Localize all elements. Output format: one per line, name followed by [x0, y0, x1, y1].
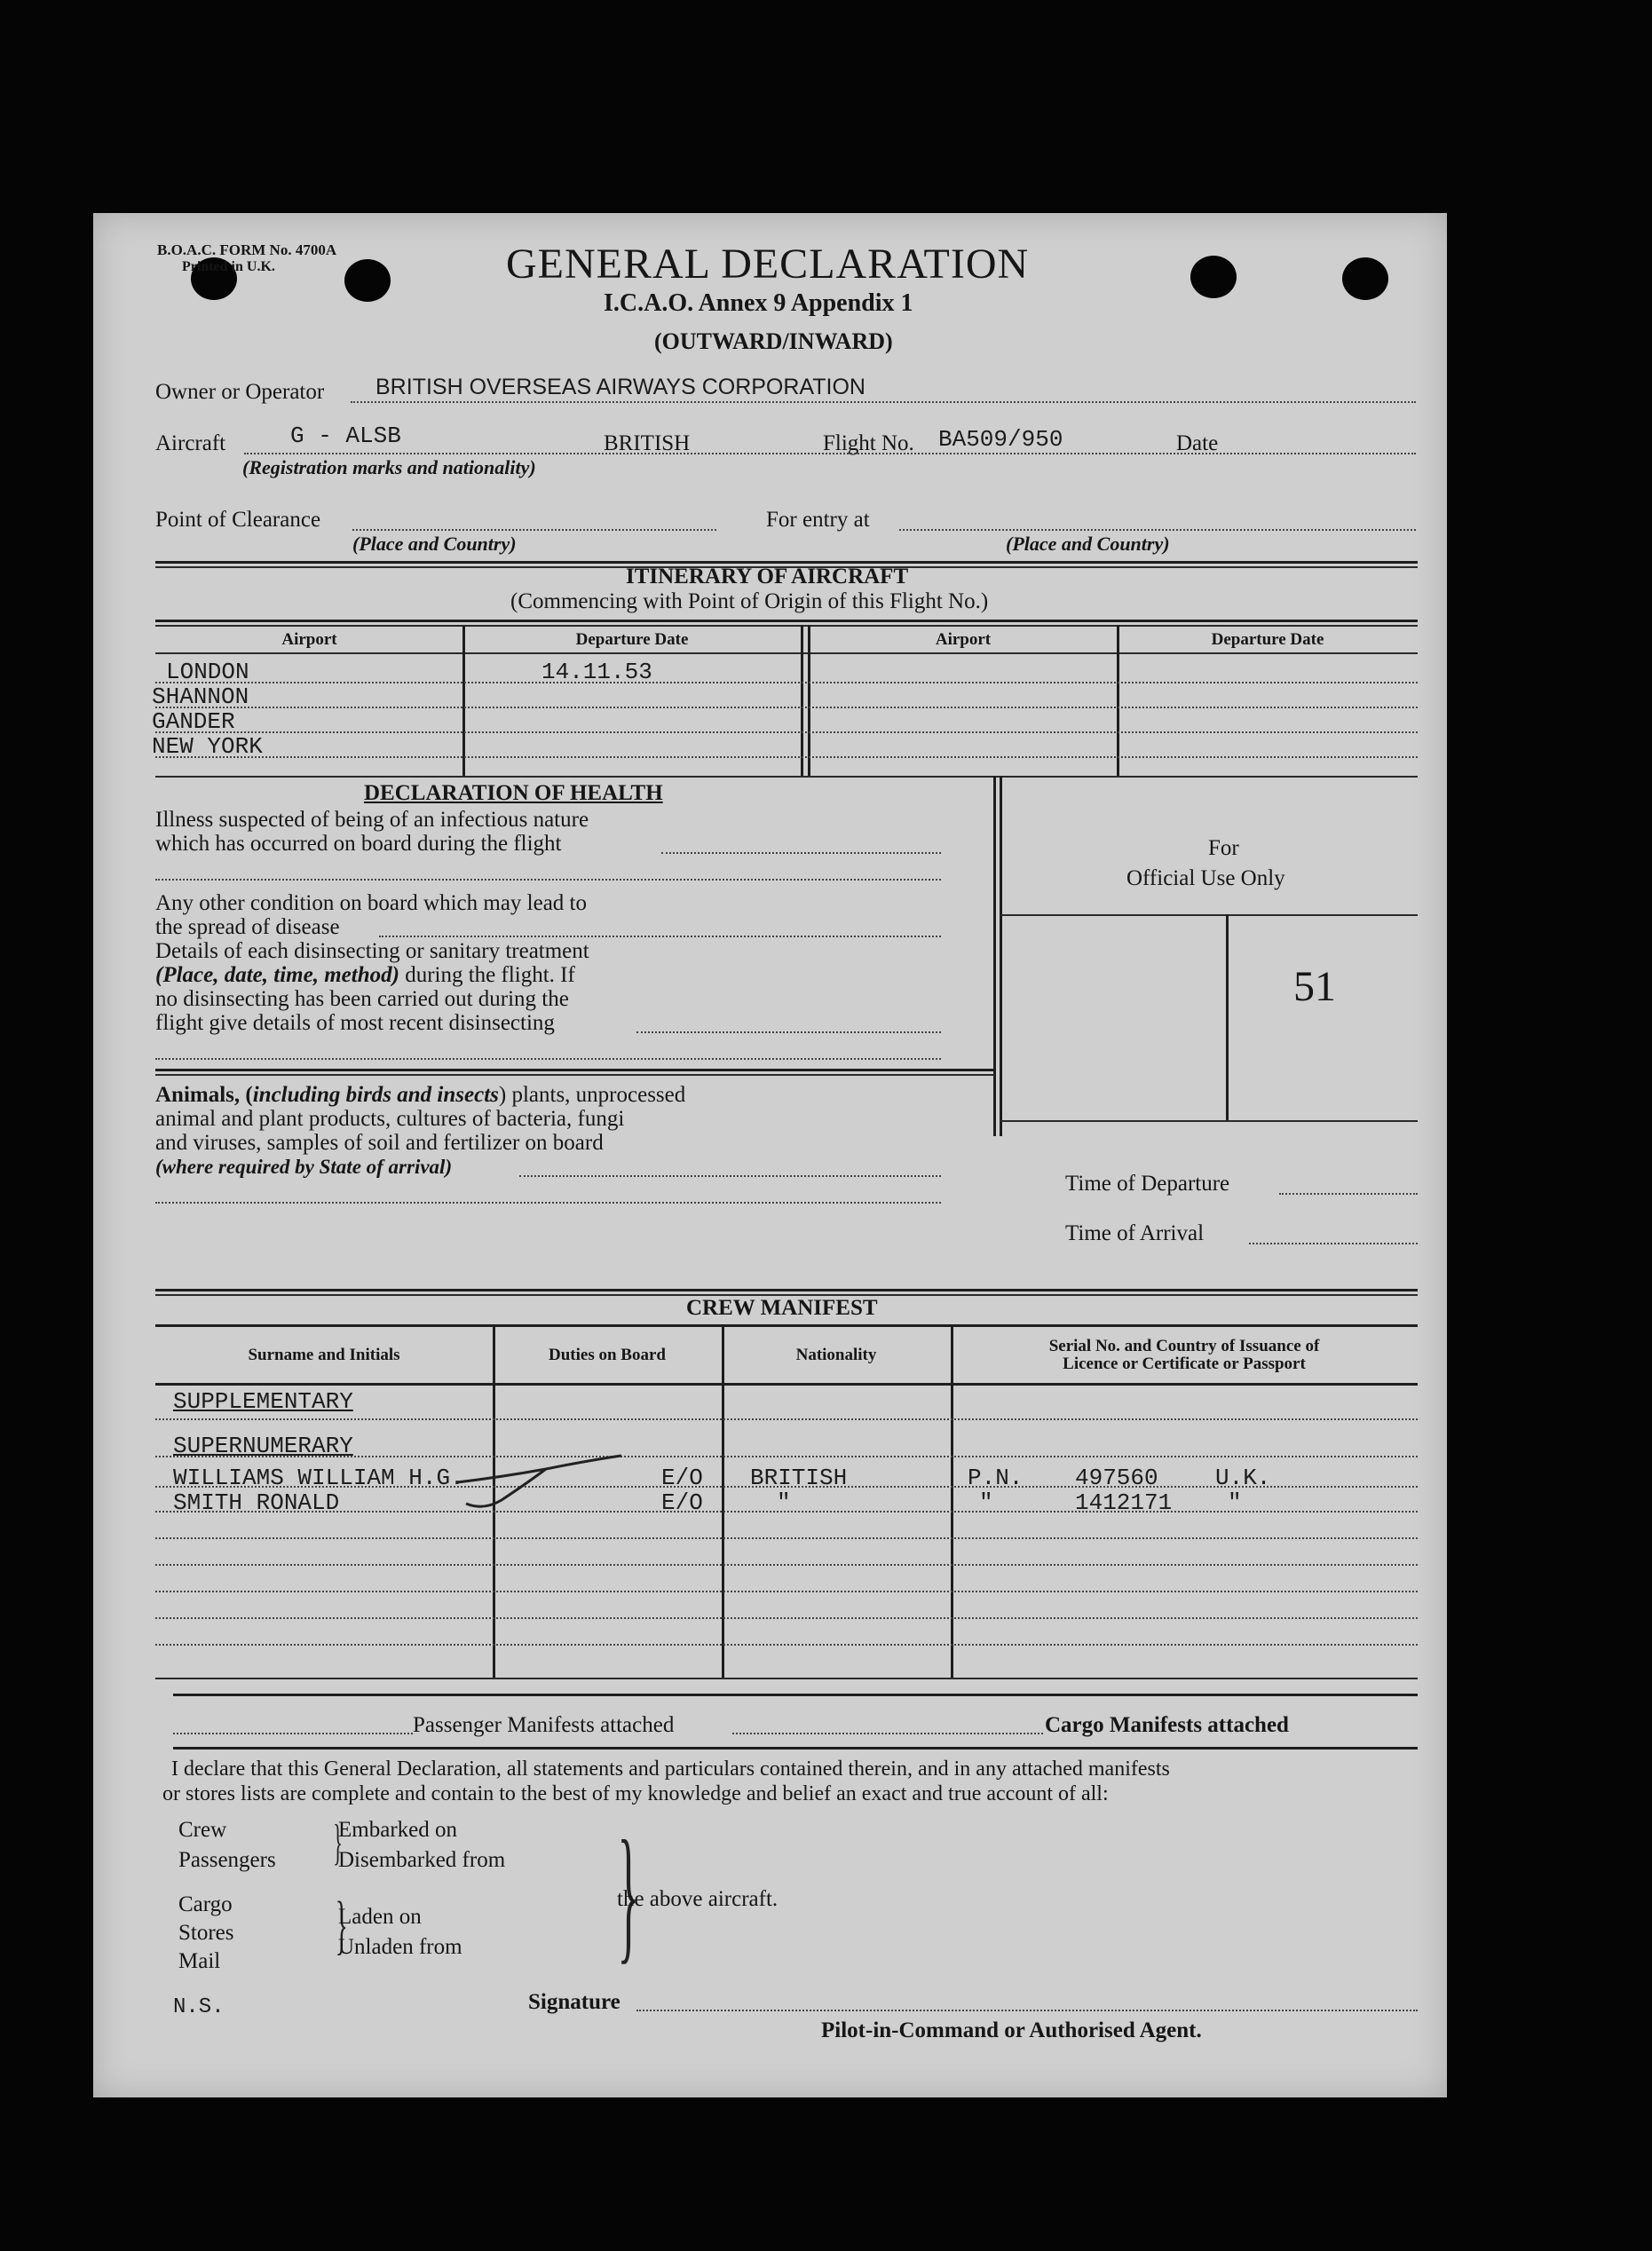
col-airport-2: Airport	[935, 630, 992, 649]
official-bottom-rule	[1000, 1120, 1418, 1122]
health-treat-line-3: no disinsecting has been carried out during the	[155, 987, 569, 1011]
animals-dotted-line	[519, 1175, 941, 1177]
decl-cargo: Cargo	[178, 1892, 233, 1916]
brace-left-2: }	[335, 1889, 348, 1962]
signature-label: Signature	[528, 1990, 620, 2014]
itinerary-airport: SHANNON	[152, 683, 249, 710]
declaration-line-2: or stores lists are complete and contain to the best of my knowledge and belief an exact and true account of all:	[162, 1782, 1109, 1805]
decl-stores: Stores	[178, 1921, 234, 1945]
decl-passengers: Passengers	[178, 1848, 276, 1872]
registration-value: G - ALSB	[290, 423, 401, 449]
itinerary-airport: NEW YORK	[152, 733, 263, 760]
col-departure-date-2: Departure Date	[1211, 630, 1324, 649]
departure-dotted-line	[1279, 1193, 1418, 1195]
crew-serial-prefix: P.N.	[968, 1465, 1024, 1491]
form-subtitle: I.C.A.O. Annex 9 Appendix 1	[604, 289, 913, 317]
crew-row-line	[155, 1644, 1418, 1646]
printed-note: Printed in U.K.	[182, 259, 275, 274]
brace-left-1: }	[333, 1815, 343, 1870]
decl-disembarked: Disembarked from	[338, 1848, 506, 1872]
crew-row-line	[155, 1617, 1418, 1619]
decl-mail: Mail	[178, 1949, 221, 1973]
owner-dotted-line	[351, 401, 1416, 403]
treat-plain: during the flight. If	[405, 963, 575, 987]
health-right-border	[993, 776, 996, 1136]
crew-col-divider	[951, 1324, 953, 1679]
official-for: For	[1208, 836, 1239, 860]
col-serial-2: Licence or Certificate or Passport	[1063, 1355, 1306, 1373]
itinerary-col-divider	[808, 625, 810, 776]
flight-value: BA509/950	[938, 426, 1063, 453]
itinerary-row-line	[155, 707, 1418, 708]
health-illness-line-2: which has occurred on board during the flight	[155, 832, 562, 856]
official-number: 51	[1293, 963, 1336, 1010]
crew-row-line	[155, 1418, 1418, 1420]
itinerary-row-line	[155, 731, 1418, 733]
owner-label: Owner or Operator	[155, 380, 325, 404]
crew-supplementary: SUPPLEMENTARY	[173, 1388, 353, 1415]
animals-line-1	[155, 1083, 685, 1108]
crew-country: U.K.	[1215, 1465, 1271, 1491]
animals-dotted-line-2	[155, 1202, 941, 1204]
crew-row-line	[155, 1537, 1418, 1539]
crew-nationality: BRITISH	[750, 1465, 848, 1491]
crew-top-rule	[155, 1289, 1418, 1291]
nationality-value: BRITISH	[604, 431, 691, 455]
itinerary-row-line	[155, 682, 1418, 683]
official-use-label: Official Use Only	[1126, 866, 1285, 890]
col-airport-1: Airport	[281, 630, 337, 649]
punch-hole	[344, 259, 391, 302]
aircraft-label: Aircraft	[155, 431, 226, 455]
itinerary-header-rule-2	[155, 625, 1418, 627]
clearance-place-note: (Place and Country)	[352, 533, 517, 555]
form-number: B.O.A.C. FORM No. 4700A	[157, 241, 337, 258]
health-mid-rule	[155, 1069, 994, 1071]
col-duties: Duties on Board	[549, 1346, 666, 1364]
other-dotted-line	[379, 936, 941, 937]
animals-line-4: (where required by State of arrival)	[155, 1156, 453, 1178]
col-surname: Surname and Initials	[248, 1346, 400, 1364]
decl-embarked: Embarked on	[338, 1818, 457, 1842]
health-mid-rule-2	[155, 1074, 994, 1076]
official-header-rule	[1000, 914, 1418, 916]
health-illness-line-1: Illness suspected of being of an infectious nature	[155, 808, 589, 832]
health-treat-line-2	[155, 963, 575, 988]
time-of-arrival-label: Time of Arrival	[1065, 1221, 1205, 1245]
crew-bottom-rule	[155, 1678, 1418, 1679]
decl-unladen: Unladen from	[338, 1935, 462, 1959]
crew-title: CREW MANIFEST	[686, 1296, 878, 1320]
declaration-line-1: I declare that this General Declaration, all statements and particulars contained therein, and in any attached manifests	[171, 1757, 1170, 1781]
aircraft-dotted-line	[244, 453, 1416, 454]
crew-row-line	[155, 1564, 1418, 1566]
col-departure-date-1: Departure Date	[575, 630, 689, 649]
crew-serial: 497560	[1075, 1465, 1158, 1491]
date-label: Date	[1176, 431, 1219, 455]
owner-value: BRITISH OVERSEAS AIRWAYS CORPORATION	[375, 375, 866, 399]
registration-note: (Registration marks and nationality)	[242, 456, 536, 478]
brace-right: }	[617, 1810, 640, 1977]
treat-italic: (Place, date, time, method)	[155, 963, 399, 987]
itinerary-header-rule	[155, 620, 1418, 622]
crew-duty: E/O	[661, 1465, 703, 1491]
health-title: DECLARATION OF HEALTH	[364, 781, 663, 805]
crew-name: WILLIAMS WILLIAM H.G.	[173, 1465, 464, 1491]
handwritten-check-mark	[448, 1447, 626, 1527]
entry-dotted-line	[899, 529, 1416, 531]
crew-nationality: "	[777, 1489, 791, 1516]
crew-cols-rule	[155, 1383, 1418, 1386]
animals-italic: including birds and insects	[252, 1083, 499, 1107]
decl-ns: N.S.	[173, 1995, 225, 2019]
punch-hole	[1342, 257, 1388, 300]
decl-laden: Laden on	[338, 1905, 422, 1929]
health-other-line-1: Any other condition on board which may lead to	[155, 891, 587, 915]
crew-serial-prefix: "	[979, 1489, 993, 1516]
illness-dotted-line-2	[155, 879, 941, 881]
itinerary-departure-date: 14.11.53	[541, 659, 652, 685]
pilot-label: Pilot-in-Command or Authorised Agent.	[821, 2018, 1202, 2042]
cargo-dotted-line	[732, 1733, 1043, 1734]
animals-line-3: and viruses, samples of soil and fertilizer on board	[155, 1131, 604, 1155]
health-treat-line-4: flight give details of most recent disinsecting	[155, 1011, 555, 1035]
itinerary-top-rule	[155, 561, 1418, 564]
clearance-label: Point of Clearance	[155, 508, 321, 532]
manifests-top-rule	[173, 1694, 1418, 1696]
crew-duty: E/O	[661, 1489, 703, 1516]
crew-col-divider	[722, 1324, 724, 1679]
crew-row-line	[155, 1591, 1418, 1592]
itinerary-title: ITINERARY OF AIRCRAFT	[626, 565, 909, 588]
arrival-dotted-line	[1249, 1243, 1418, 1244]
clearance-dotted-line	[352, 529, 716, 531]
illness-dotted-line	[661, 852, 941, 854]
flight-label: Flight No.	[823, 431, 914, 455]
treat-dotted-line	[636, 1031, 941, 1033]
crew-name: SMITH RONALD	[173, 1489, 340, 1516]
itinerary-bottom-rule	[155, 776, 1418, 778]
itinerary-cols-rule	[155, 652, 1418, 654]
crew-country: "	[1228, 1489, 1242, 1516]
decl-crew: Crew	[178, 1818, 227, 1842]
time-of-departure-label: Time of Departure	[1065, 1172, 1230, 1196]
passenger-manifests: Passenger Manifests attached	[413, 1713, 675, 1737]
animals-bold: Animals, (	[155, 1083, 253, 1107]
crew-serial: 1412171	[1075, 1489, 1173, 1516]
col-serial-1: Serial No. and Country of Issuance of	[1048, 1337, 1320, 1355]
itinerary-col-divider	[462, 625, 465, 776]
animals-plain: ) plants, unprocessed	[498, 1083, 686, 1107]
cargo-manifests: Cargo Manifests attached	[1045, 1713, 1289, 1737]
itinerary-subtitle: (Commencing with Point of Origin of this Flight No.)	[510, 589, 989, 613]
entry-place-note: (Place and Country)	[1006, 533, 1170, 555]
treat-dotted-line-2	[155, 1058, 941, 1060]
document-page	[93, 213, 1447, 2097]
animals-line-2: animal and plant products, cultures of bacteria, fungi	[155, 1107, 625, 1131]
crew-header-rule	[155, 1324, 1418, 1327]
form-direction: (OUTWARD/INWARD)	[654, 328, 893, 354]
health-treat-line-1: Details of each disinsecting or sanitary treatment	[155, 939, 589, 963]
crew-supernumerary: SUPERNUMERARY	[173, 1433, 353, 1459]
itinerary-row-line	[155, 756, 1418, 758]
itinerary-airport: GANDER	[152, 708, 235, 735]
itinerary-col-divider	[801, 625, 803, 776]
decl-above-aircraft: the above aircraft.	[617, 1887, 779, 1911]
signature-dotted-line	[636, 2010, 1418, 2011]
official-divider	[1226, 914, 1229, 1120]
col-nationality: Nationality	[795, 1346, 877, 1364]
entry-label: For entry at	[766, 508, 870, 532]
itinerary-col-divider	[1117, 625, 1119, 776]
health-other-line-2: the spread of disease	[155, 915, 340, 939]
manifests-bottom-rule	[173, 1747, 1418, 1749]
health-right-border-2	[1000, 776, 1002, 1136]
punch-hole	[1190, 256, 1237, 298]
passenger-dotted-line	[173, 1733, 413, 1734]
itinerary-airport: LONDON	[166, 659, 249, 685]
form-title: GENERAL DECLARATION	[506, 241, 1030, 288]
